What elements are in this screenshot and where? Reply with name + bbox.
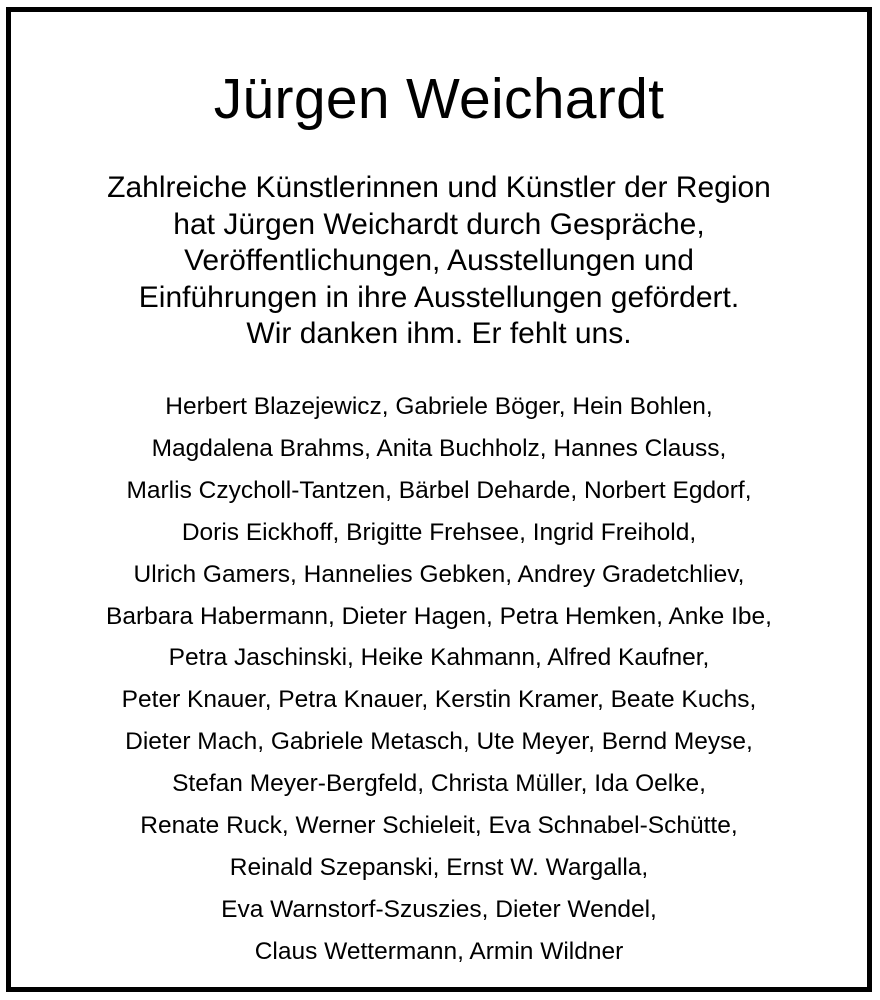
signatory-line: Magdalena Brahms, Anita Buchholz, Hannes Clauss, xyxy=(151,434,727,462)
tribute-text xyxy=(11,170,867,353)
signatory-line: Claus Wettermann, Armin Wildner xyxy=(254,937,624,965)
signatory-line: Marlis Czycholl-Tantzen, Bärbel Deharde, Norbert Egdorf, xyxy=(126,476,752,504)
signatory-line: Peter Knauer, Petra Knauer, Kerstin Kramer, Beate Kuchs, xyxy=(121,686,757,714)
signatory-line: Renate Ruck, Werner Schieleit, Eva Schnabel-Schütte, xyxy=(140,812,738,840)
signatory-line: Eva Warnstorf-Szuszies, Dieter Wendel, xyxy=(221,895,657,923)
obituary-notice xyxy=(6,7,872,992)
tribute-line: Einführungen in ihre Ausstellungen gefördert. xyxy=(138,280,740,314)
signatory-line: Petra Jaschinski, Heike Kahmann, Alfred Kaufner, xyxy=(168,644,710,672)
tribute-line: hat Jürgen Weichardt durch Gespräche, xyxy=(173,207,705,241)
tribute-line: Veröffentlichungen, Ausstellungen und xyxy=(184,244,694,277)
tribute-line: Zahlreiche Künstlerinnen und Künstler der Region xyxy=(107,171,771,204)
signatory-line: Barbara Habermann, Dieter Hagen, Petra Hemken, Anke Ibe, xyxy=(106,602,772,630)
signatory-line: Reinald Szepanski, Ernst W. Wargalla, xyxy=(229,853,649,881)
deceased-name-title: Jürgen Weichardt xyxy=(213,67,665,131)
signatory-line: Stefan Meyer-Bergfeld, Christa Müller, Ida Oelke, xyxy=(172,770,706,798)
signatory-line: Herbert Blazejewicz, Gabriele Böger, Hein Bohlen, xyxy=(165,393,713,420)
signatory-line: Doris Eickhoff, Brigitte Frehsee, Ingrid Freihold, xyxy=(181,518,697,546)
signatory-line: Ulrich Gamers, Hannelies Gebken, Andrey Gradetchliev, xyxy=(133,560,745,588)
signatory-line: Dieter Mach, Gabriele Metasch, Ute Meyer, Bernd Meyse, xyxy=(125,728,753,756)
tribute-line: Wir danken ihm. Er fehlt uns. xyxy=(246,317,632,350)
signatories-list xyxy=(11,386,867,973)
